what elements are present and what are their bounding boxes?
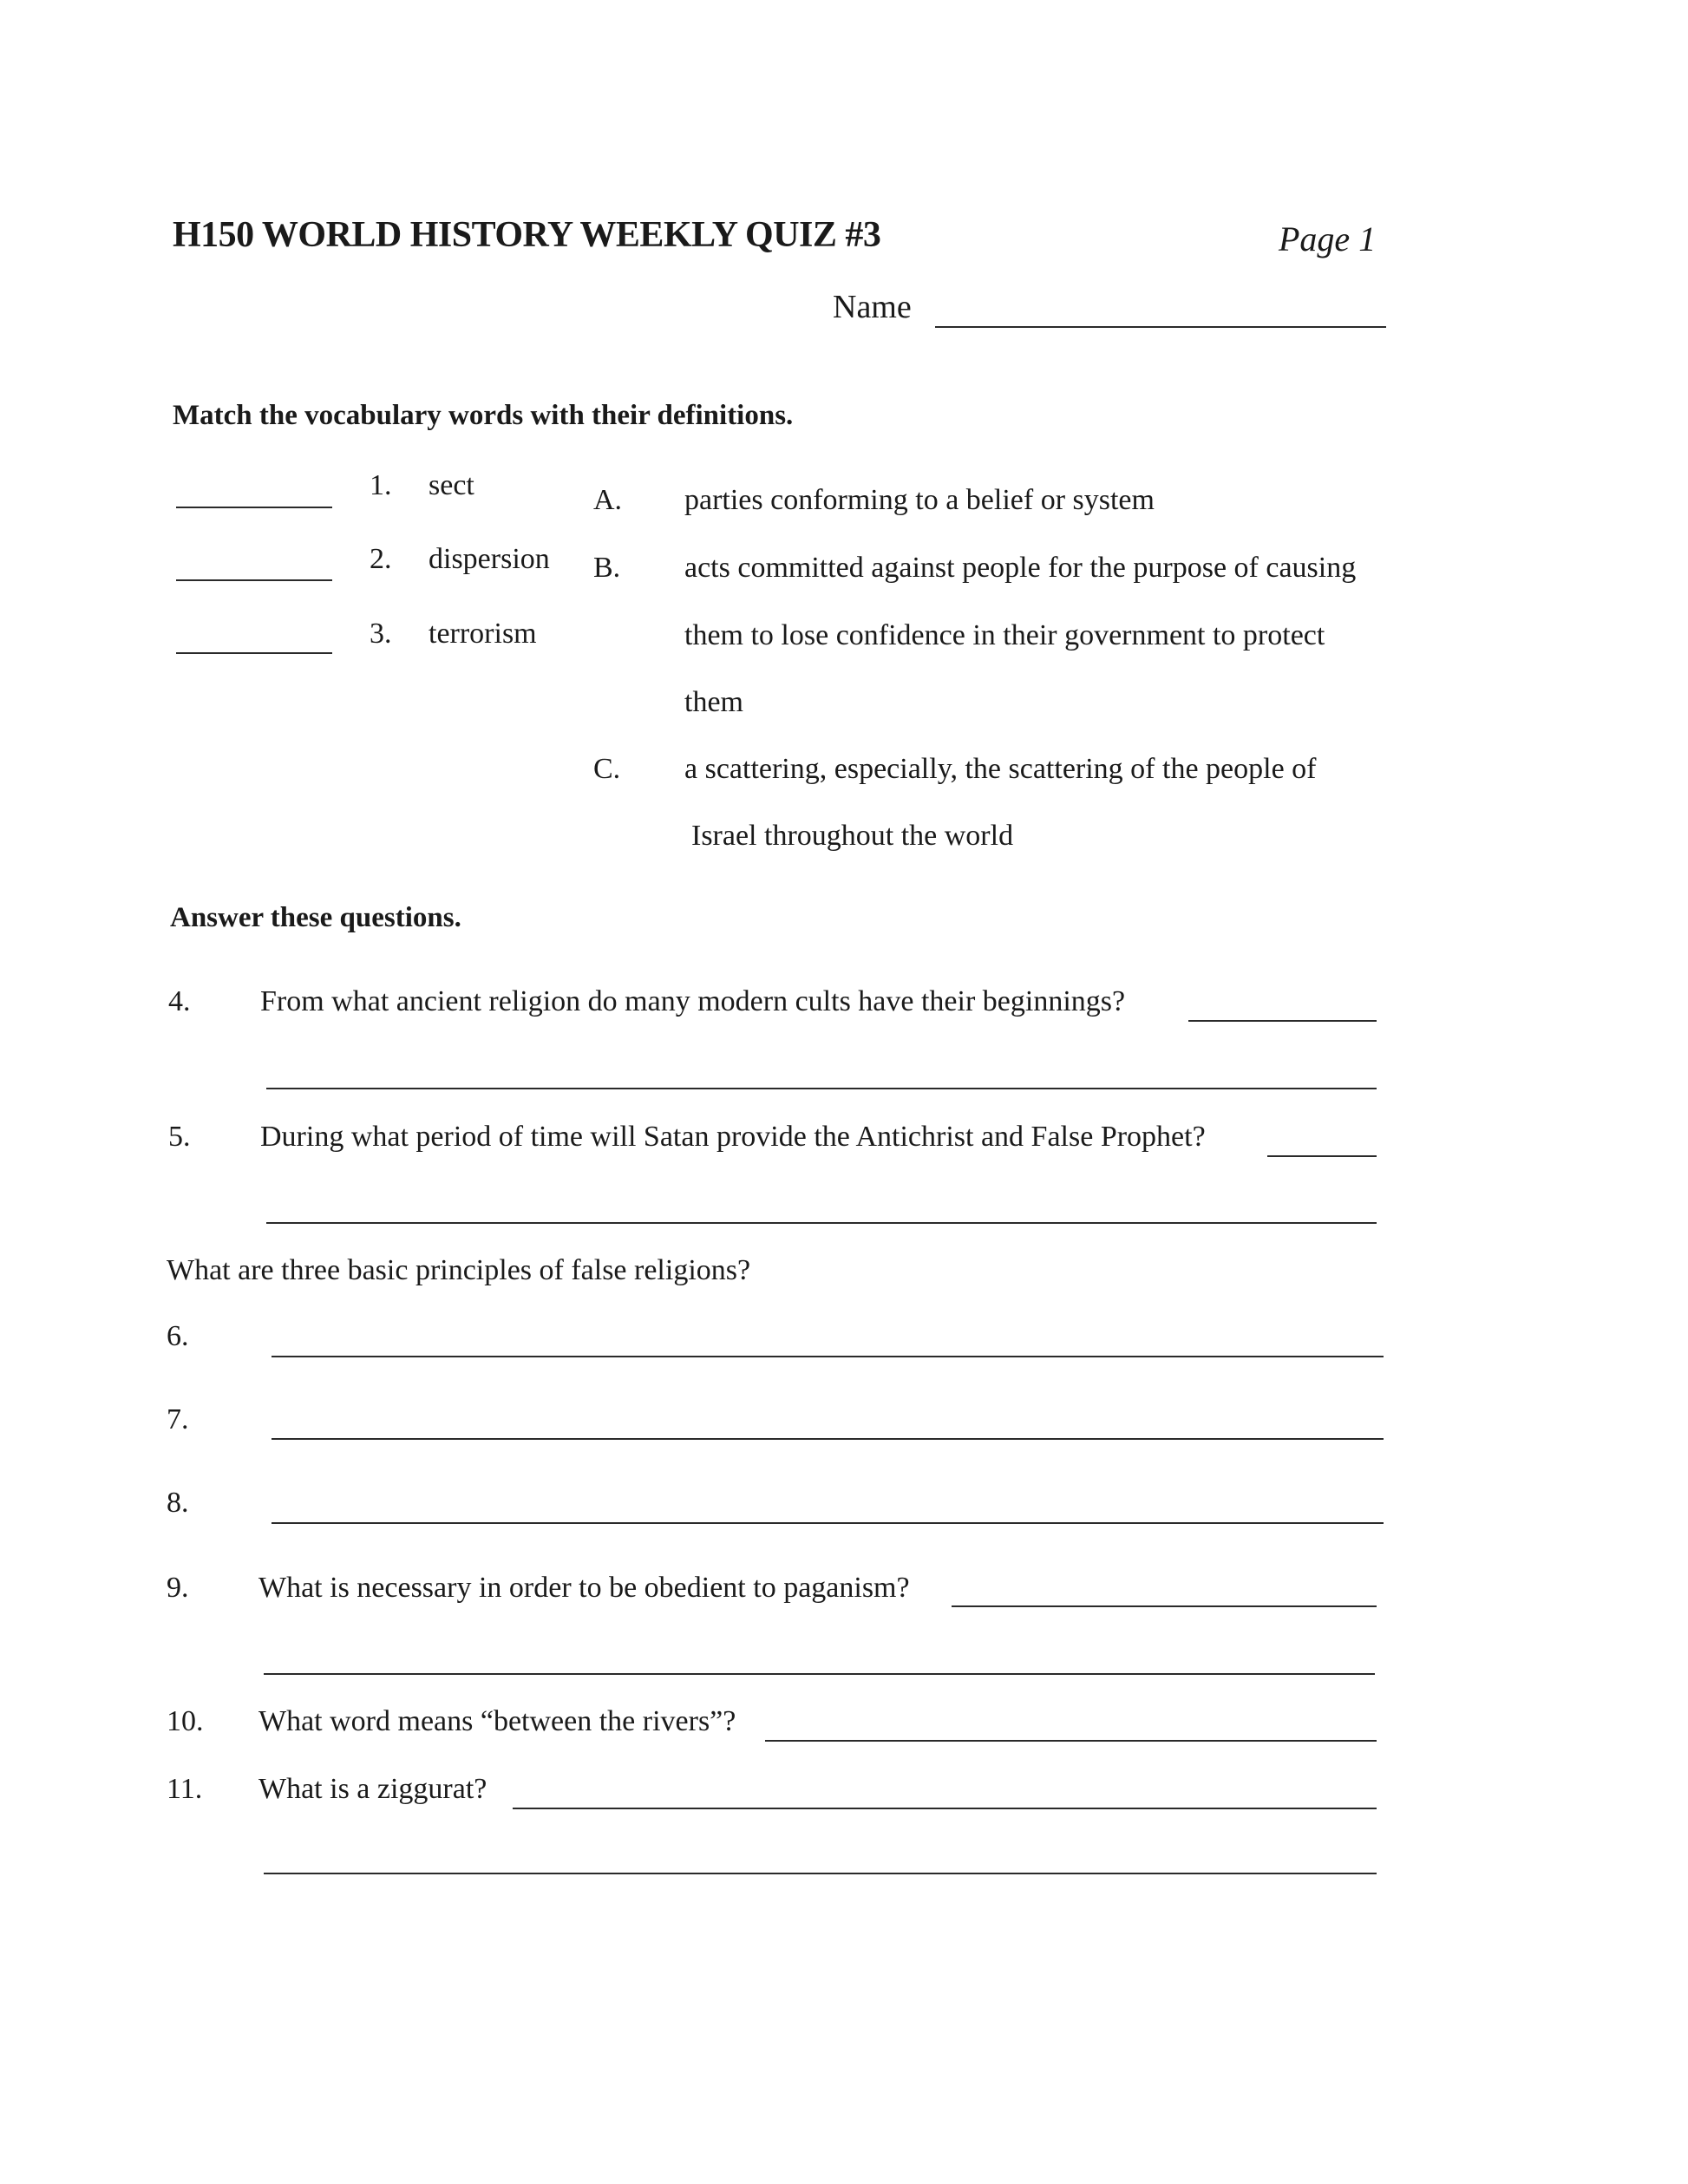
- name-input-line[interactable]: [935, 326, 1386, 328]
- quiz-title: H150 WORLD HISTORY WEEKLY QUIZ #3: [173, 215, 881, 255]
- questions-instruction: Answer these questions.: [170, 902, 461, 933]
- principles-prompt: What are three basic principles of false religions?: [167, 1254, 751, 1286]
- answer-line-9a[interactable]: [952, 1605, 1377, 1607]
- answer-line-5b[interactable]: [266, 1222, 1377, 1224]
- question-number-4: 4.: [168, 985, 191, 1017]
- question-text-11: What is a ziggurat?: [258, 1773, 487, 1805]
- question-number-10: 10.: [167, 1705, 204, 1737]
- definition-b-line-2: them to lose confidence in their government to protect: [684, 619, 1325, 651]
- question-number-7: 7.: [167, 1403, 189, 1435]
- vocab-word-sect: sect: [429, 469, 474, 501]
- definition-letter-c: C.: [593, 753, 621, 785]
- question-text-5: During what period of time will Satan provide the Antichrist and False Prophet?: [260, 1121, 1206, 1153]
- question-number-9: 9.: [167, 1572, 189, 1604]
- answer-line-11b[interactable]: [264, 1873, 1377, 1874]
- word-number-3: 3.: [370, 618, 392, 650]
- answer-line-6[interactable]: [272, 1356, 1384, 1357]
- question-number-6: 6.: [167, 1320, 189, 1352]
- answer-line-5a[interactable]: [1267, 1155, 1377, 1157]
- definition-b-line-1: acts committed against people for the purpose of causing: [684, 552, 1357, 584]
- vocab-word-dispersion: dispersion: [429, 543, 550, 575]
- question-number-5: 5.: [168, 1121, 191, 1153]
- word-number-2: 2.: [370, 543, 392, 575]
- question-text-4: From what ancient religion do many modern cults have their beginnings?: [260, 985, 1126, 1017]
- page-number: Page 1: [1279, 219, 1377, 258]
- matching-instruction: Match the vocabulary words with their definitions.: [173, 400, 794, 431]
- question-number-8: 8.: [167, 1487, 189, 1519]
- question-text-9: What is necessary in order to be obedient to paganism?: [258, 1572, 910, 1604]
- question-number-11: 11.: [167, 1773, 203, 1805]
- match-answer-blank-2[interactable]: [176, 579, 332, 581]
- answer-line-4b[interactable]: [266, 1088, 1377, 1089]
- question-text-10: What word means “between the rivers”?: [258, 1705, 736, 1737]
- answer-line-10[interactable]: [765, 1740, 1377, 1742]
- answer-line-11a[interactable]: [513, 1808, 1377, 1809]
- definition-b-line-3: them: [684, 686, 743, 718]
- match-answer-blank-1[interactable]: [176, 507, 332, 508]
- answer-line-8[interactable]: [272, 1522, 1384, 1524]
- answer-line-7[interactable]: [272, 1438, 1384, 1440]
- definition-letter-b: B.: [593, 552, 621, 584]
- definition-c-line-1: a scattering, especially, the scattering of the people of: [684, 753, 1317, 785]
- answer-line-4a[interactable]: [1188, 1020, 1377, 1022]
- name-label: Name: [833, 289, 912, 325]
- word-number-1: 1.: [370, 469, 392, 501]
- match-answer-blank-3[interactable]: [176, 652, 332, 654]
- answer-line-9b[interactable]: [264, 1673, 1375, 1675]
- definition-c-line-2: Israel throughout the world: [691, 820, 1014, 852]
- definition-letter-a: A.: [593, 484, 623, 516]
- definition-a-line-1: parties conforming to a belief or system: [684, 484, 1155, 516]
- vocab-word-terrorism: terrorism: [429, 618, 537, 650]
